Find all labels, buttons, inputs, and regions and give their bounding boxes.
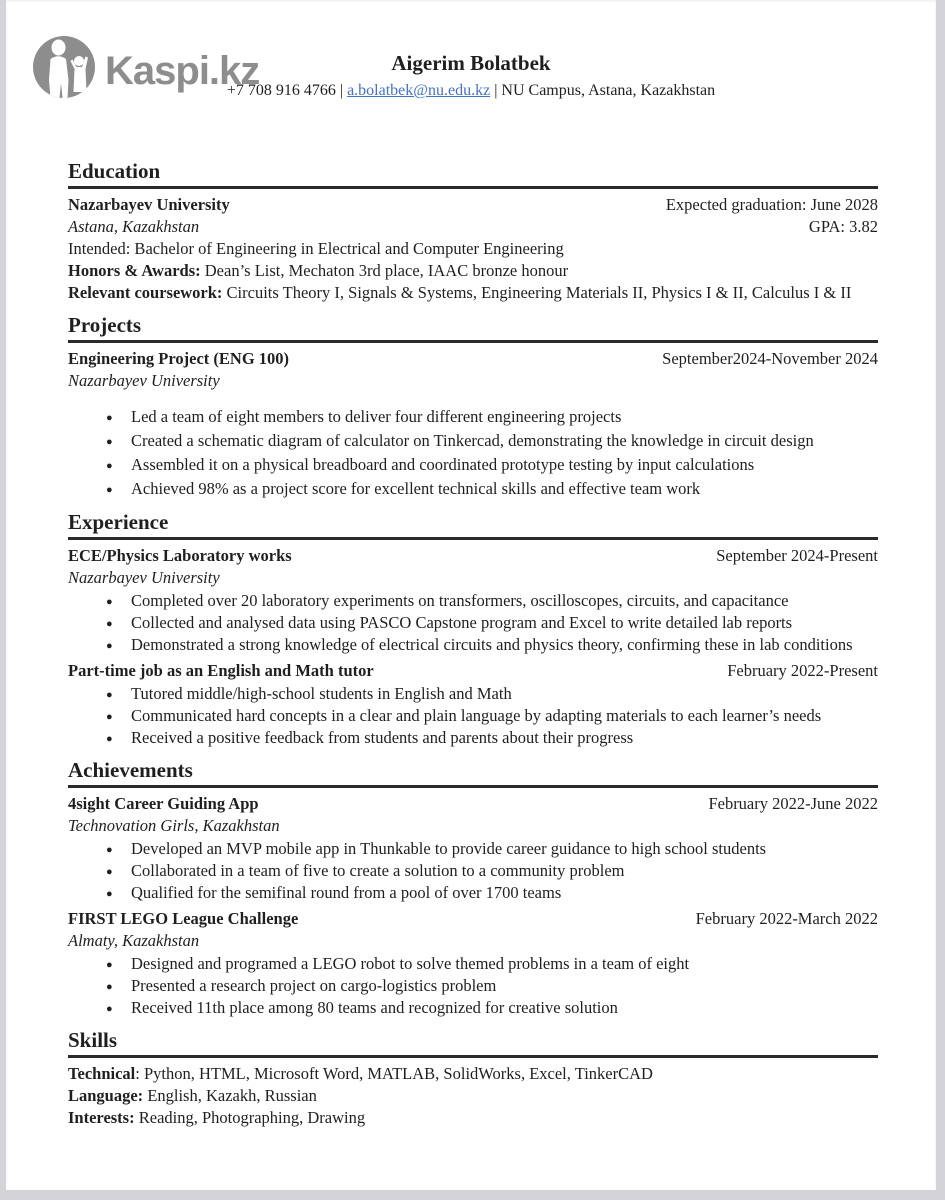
bullet-item: ● Collaborated in a team of five to create a solution to a community problem — [106, 860, 878, 882]
bullet-item: ● Demonstrated a strong knowledge of electrical circuits and physics theory, confirming these in lab conditions — [106, 634, 878, 656]
bullet-item: ● Achieved 98% as a project score for excellent technical skills and effective team work — [106, 477, 878, 501]
bullet-item: ● Received a positive feedback from students and parents about their progress — [106, 727, 878, 749]
resume-header — [6, 0, 936, 150]
resume-section — [68, 313, 878, 501]
resume-section — [68, 1028, 878, 1129]
bullet-item: ● Collected and analysed data using PASCO Capstone program and Excel to write detailed lab reports — [106, 612, 878, 634]
entry-title: Engineering Project (ENG 100) — [68, 349, 290, 368]
entry-subtitle: Astana, Kazakhstan — [68, 217, 200, 236]
phone-number: +7 708 916 4766 — [226, 82, 336, 99]
bullet-item: ● Tutored middle/high-school students in English and Math — [106, 683, 878, 705]
detail-line — [68, 282, 878, 304]
bullet-item: ● Qualified for the semifinal round from a pool of over 1700 teams — [106, 882, 878, 904]
detail-label: Honors & Awards: — [68, 261, 201, 280]
entry-title: Nazarbayev University — [68, 195, 230, 214]
contact-separator: | — [494, 82, 498, 99]
entry-head-row — [68, 793, 878, 815]
bullet-item: ● Created a schematic diagram of calculator on Tinkercad, demonstrating the knowledge in circuit design — [106, 429, 878, 453]
entry-head-row — [68, 194, 878, 216]
detail-text: Intended: Bachelor of Engineering in Electrical and Computer Engineering — [68, 239, 564, 258]
entry-subtitle: Almaty, Kazakhstan — [68, 931, 200, 950]
entry-head-row — [68, 660, 878, 682]
kaspi-logo — [32, 36, 259, 107]
contact-separator: | — [339, 82, 344, 99]
entry-date: September2024-November 2024 — [662, 349, 878, 368]
entry-title: Part-time job as an English and Math tutor — [68, 661, 374, 680]
entry-head-row — [68, 348, 878, 370]
detail-label: Language: — [68, 1086, 144, 1105]
entry-head-row — [68, 545, 878, 567]
entry-date: Expected graduation: June 2028 — [665, 195, 878, 214]
bullet-list — [68, 590, 878, 656]
bullet-item: ● Designed and programed a LEGO robot to solve themed problems in a team of eight — [106, 953, 878, 975]
resume-section — [68, 758, 878, 1019]
resume-body — [6, 159, 936, 1129]
location-text: NU Campus, Astana, Kazakhstan — [501, 82, 716, 99]
detail-text: Circuits Theory I, Signals & Systems, Engineering Materials II, Physics I & II, Calculus I & II — [222, 283, 852, 302]
entry — [68, 348, 878, 501]
entry — [68, 908, 878, 1019]
bullet-list — [68, 683, 878, 749]
bullet-item: ● Communicated hard concepts in a clear and plain language by adapting materials to each learner’s needs — [106, 705, 878, 727]
bullet-list — [68, 405, 878, 501]
entry-title: ECE/Physics Laboratory works — [68, 546, 292, 565]
kaspi-logo-text: Kaspi.kz — [105, 49, 260, 93]
detail-label: Relevant coursework: — [68, 283, 223, 302]
entry-subtitle: Nazarbayev University — [68, 371, 220, 390]
bullet-item: ● Received 11th place among 80 teams and recognized for creative solution — [106, 997, 878, 1019]
entry-title: 4sight Career Guiding App — [68, 794, 259, 813]
entry-date: September 2024-Present — [716, 546, 878, 565]
entry-subtitle-row — [68, 216, 878, 238]
section-title: Education — [68, 159, 878, 189]
detail-text: English, Kazakh, Russian — [143, 1086, 317, 1105]
section-title: Experience — [68, 510, 878, 540]
detail-line — [68, 238, 878, 260]
entry-subtitle-right: GPA: 3.82 — [808, 217, 878, 236]
email-link[interactable]: a.bolatbek@nu.edu.kz — [347, 82, 491, 99]
entry — [68, 545, 878, 656]
bullet-item: ● Assembled it on a physical breadboard and coordinated prototype testing by input calculations — [106, 453, 878, 477]
entry-head-row — [68, 908, 878, 930]
bullet-list — [68, 953, 878, 1019]
detail-label: Technical — [68, 1064, 136, 1083]
detail-line — [68, 1107, 878, 1129]
bullet-item: ● Developed an MVP mobile app in Thunkable to provide career guidance to high school students — [106, 838, 878, 860]
bullet-list — [68, 838, 878, 904]
detail-text: Reading, Photographing, Drawing — [134, 1108, 366, 1127]
entry-subtitle-row — [68, 815, 878, 837]
detail-line — [68, 260, 878, 282]
entry-title: FIRST LEGO League Challenge — [68, 909, 299, 928]
bullet-item: ● Completed over 20 laboratory experiments on transformers, oscilloscopes, circuits, and capacitance — [106, 590, 878, 612]
entry-subtitle-row — [68, 930, 878, 952]
resume-section — [68, 510, 878, 749]
resume-section — [68, 159, 878, 304]
entry — [68, 194, 878, 304]
entry-subtitle-row — [68, 567, 878, 589]
detail-label: Interests: — [68, 1108, 135, 1127]
section-title: Achievements — [68, 758, 878, 788]
entry-date: February 2022-June 2022 — [708, 794, 878, 813]
entry-subtitle: Technovation Girls, Kazakhstan — [68, 816, 280, 835]
detail-line — [68, 1063, 878, 1085]
entry — [68, 1063, 878, 1129]
kaspi-logo-icon — [32, 36, 96, 107]
bullet-item: ● Presented a research project on cargo-logistics problem — [106, 975, 878, 997]
bullet-item: ● Led a team of eight members to deliver four different engineering projects — [106, 405, 878, 429]
entry — [68, 660, 878, 749]
entry-subtitle: Nazarbayev University — [68, 568, 220, 587]
section-title: Projects — [68, 313, 878, 343]
entry-date: February 2022-March 2022 — [695, 909, 878, 928]
entry — [68, 793, 878, 904]
detail-text: : Python, HTML, Microsoft Word, MATLAB, SolidWorks, Excel, TinkerCAD — [135, 1064, 653, 1083]
entry-subtitle-row — [68, 370, 878, 392]
person-name: Aigerim Bolatbek — [391, 51, 551, 75]
detail-line — [68, 1085, 878, 1107]
section-title: Skills — [68, 1028, 878, 1058]
detail-text: Dean’s List, Mechaton 3rd place, IAAC bronze honour — [200, 261, 569, 280]
entry-date: February 2022-Present — [727, 661, 878, 680]
resume-document — [6, 0, 936, 1190]
